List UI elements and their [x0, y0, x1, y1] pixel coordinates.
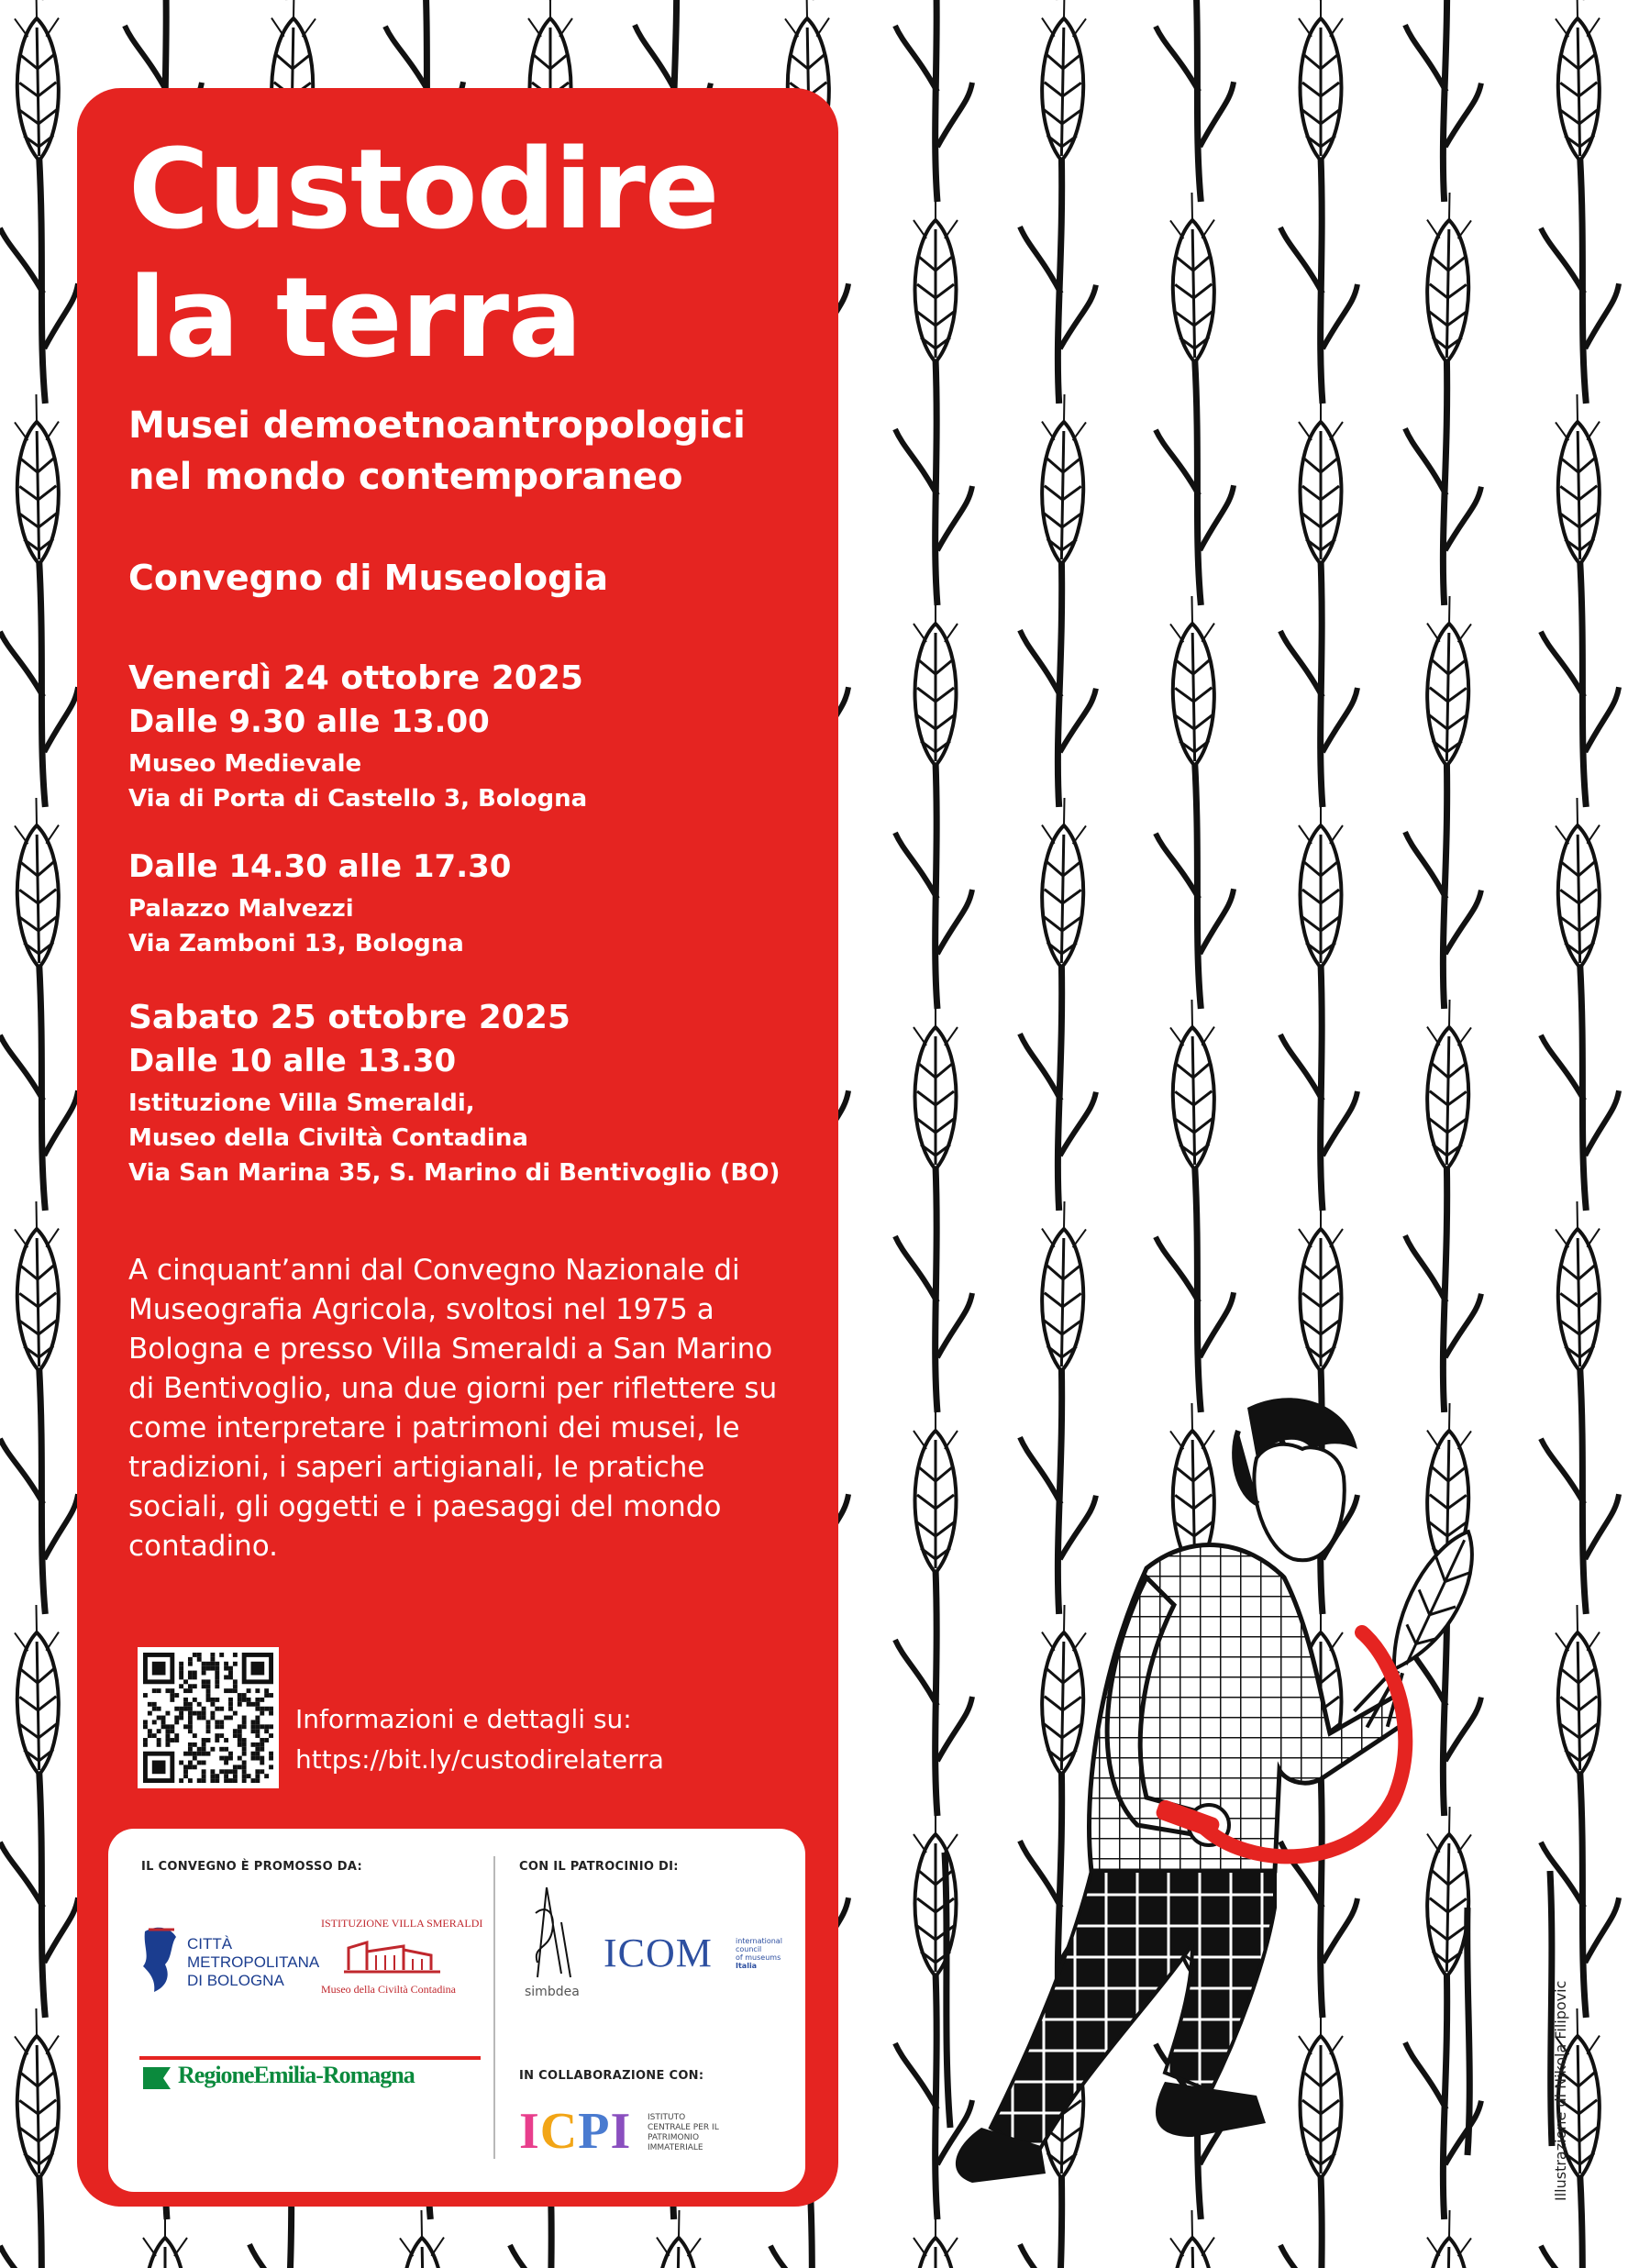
wheat-stalk	[0, 0, 80, 404]
day1-afternoon	[128, 846, 825, 961]
wheat-stalk	[1536, 797, 1621, 1211]
day2-hours: Dalle 10 alle 13.30	[128, 1043, 457, 1079]
day1-morning-venue: Museo Medievale	[128, 750, 362, 778]
villa-smeraldi-logo: ISTITUZIONE VILLA SMERALDI Museo della Civiltà Contadina	[321, 1917, 483, 1996]
wheat-stalk	[895, 193, 972, 605]
wheat-stalk	[1536, 0, 1621, 404]
icpi-logo: ICPI ISTITUTO CENTRALE PER IL PATRIMONIO IMMATERIALE	[519, 2103, 719, 2160]
wheat-stalk	[0, 393, 80, 807]
wheat-stalk	[1280, 798, 1357, 1211]
info-block	[295, 1699, 664, 1780]
wheat-stalk	[1151, 595, 1235, 1009]
patronage-heading: CON IL PATROCINIO DI:	[519, 1860, 679, 1874]
wheat-stalk	[381, 2209, 465, 2268]
info-label: Informazioni e dettagli su:	[295, 1704, 632, 1734]
poster-subtitle: Musei demoetnoantropologici nel mondo contemporaneo	[128, 404, 746, 498]
promoted-by-heading: IL CONVEGNO È PROMOSSO DA:	[141, 1860, 362, 1874]
farmer-harvesting-illustration	[917, 1394, 1614, 2219]
wheat-stalk	[1536, 0, 1621, 1]
event-type: Convegno di Museologia	[128, 558, 609, 598]
wheat-stalk	[895, 0, 972, 202]
wheat-stalk	[0, 797, 80, 1211]
villa-building-icon	[339, 1933, 449, 1979]
dragon-crest-icon	[139, 1924, 182, 1996]
wheat-stalk	[1280, 394, 1357, 807]
wheat-stalk	[0, 1200, 80, 1614]
day1-afternoon-address: Via Zamboni 13, Bologna	[128, 930, 464, 957]
simbdea-mark-icon	[519, 1886, 583, 1981]
title-line-1: Custodire	[128, 127, 719, 254]
sponsors-divider	[493, 1856, 495, 2159]
poster-title	[128, 127, 718, 383]
info-panel	[77, 88, 838, 2207]
wheat-stalk	[1017, 0, 1102, 1]
wheat-stalk	[1280, 0, 1357, 404]
day1-morning	[128, 657, 825, 816]
illustration-credit: Illustrazione di Nikola Filipovic	[1552, 1980, 1569, 2201]
day2-venue-line-2: Museo della Civiltà Contadina	[128, 1124, 528, 1152]
wheat-stalk	[1017, 0, 1102, 404]
wheat-stalk	[1017, 393, 1102, 807]
wheat-stalk	[895, 1000, 972, 1412]
wheat-stalk	[1402, 999, 1487, 1412]
day1-afternoon-hours: Dalle 14.30 alle 17.30	[128, 848, 512, 885]
day1-morning-hours: Dalle 9.30 alle 13.00	[128, 703, 490, 740]
wheat-stalk	[1536, 393, 1621, 807]
day2-venue-line-3: Via San Marina 35, S. Marino di Bentivoglio (BO)	[128, 1159, 781, 1187]
regione-emilia-romagna-logo: RegioneEmilia-Romagna	[139, 2054, 460, 2098]
info-link[interactable]: https://bit.ly/custodirelaterra	[295, 1744, 664, 1775]
wheat-stalk	[0, 2008, 80, 2268]
wheat-stalk	[0, 1604, 80, 2018]
qr-code[interactable]	[138, 1647, 279, 1788]
wheat-stalk	[1402, 0, 1487, 203]
wheat-stalk	[1017, 797, 1102, 1211]
wheat-stalk	[1151, 999, 1235, 1412]
day2	[128, 996, 825, 1190]
day1-morning-address: Via di Porta di Castello 3, Bologna	[128, 785, 588, 813]
title-line-2: la terra	[128, 255, 581, 382]
wheat-stalk	[766, 0, 850, 1]
simbdea-logo: simbdea	[519, 1886, 593, 2005]
event-description: A cinquant’anni dal Convegno Nazionale di Museografia Agricola, svoltosi nel 1975 a Bologna e presso Villa Smeraldi a San Marino di Bentivoglio, una due giorni per riflettere su come interpretare i patrimoni dei musei, le tradizioni, i saperi artigianali, le pratiche sociali, gli oggetti e i paesaggi del mondo contadino.	[128, 1254, 778, 1563]
day2-venue-line-1: Istituzione Villa Smeraldi,	[128, 1090, 475, 1117]
day2-date: Sabato 25 ottobre 2025	[128, 999, 570, 1036]
wheat-stalk	[895, 596, 972, 1009]
icom-italia-logo: ICOM international council of museums Italia	[604, 1931, 782, 1975]
day1-date: Venerdì 24 ottobre 2025	[128, 659, 583, 697]
wheat-stalk	[1402, 192, 1487, 605]
wheat-stalk	[125, 2210, 202, 2268]
collaboration-heading: IN COLLABORAZIONE CON:	[519, 2069, 704, 2083]
citta-metropolitana-logo: CITTÀ METROPOLITANA DI BOLOGNA	[139, 1924, 314, 1997]
wheat-stalk	[0, 0, 80, 1]
day1-afternoon-venue: Palazzo Malvezzi	[128, 895, 354, 923]
wheat-stalk	[247, 0, 331, 1]
sponsors-box	[108, 1829, 805, 2192]
wheat-stalk	[1151, 192, 1235, 605]
wheat-stalk	[1402, 595, 1487, 1009]
wheat-stalk	[1151, 0, 1235, 203]
